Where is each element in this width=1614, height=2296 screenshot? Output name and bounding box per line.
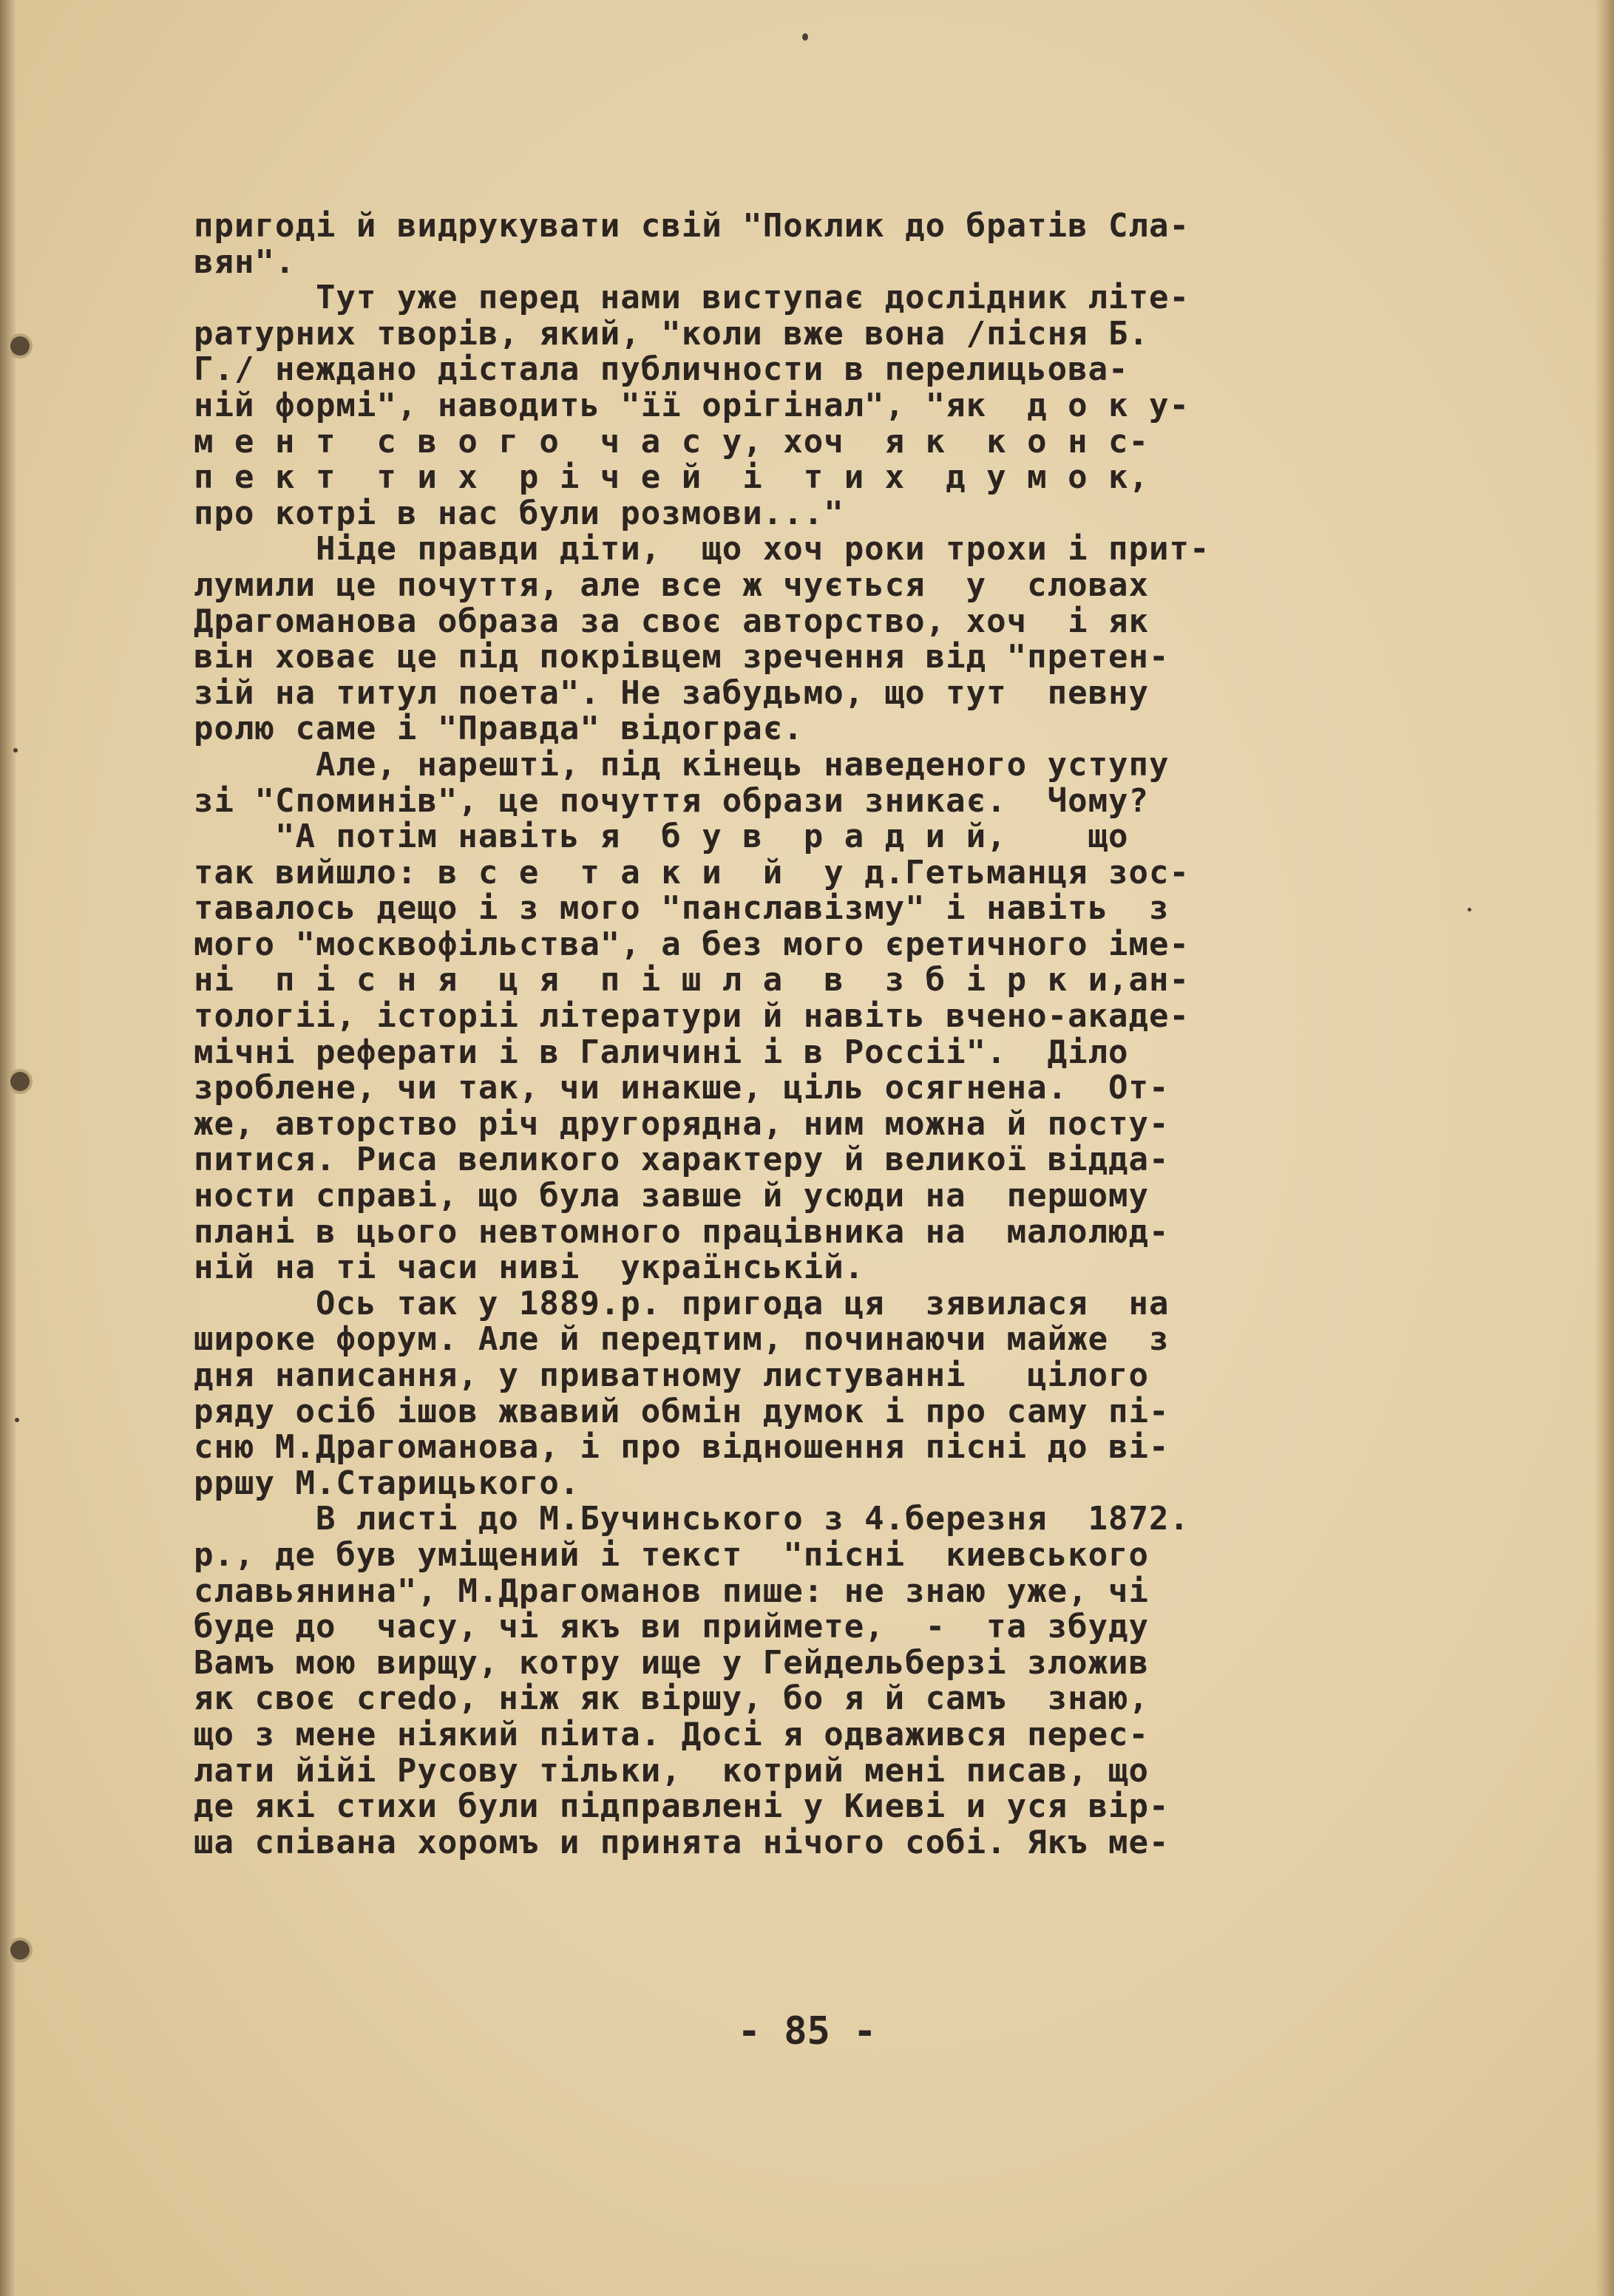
text-line: же, авторство річ другорядна, ним можна й посту- [194, 1104, 1170, 1143]
text-line: дня написання, у приватному листуванні цілого [194, 1356, 1150, 1394]
page-right-edge [1595, 0, 1614, 2296]
text-line: що з мене ніякий піита. Досі я одважився перес- [194, 1715, 1150, 1753]
binding-hole-icon [10, 1072, 30, 1091]
text-line: ряду осіб ішов жвавий обмін думок і про саму пі- [194, 1392, 1170, 1430]
binding-hole-icon [10, 336, 30, 356]
text-line: зі "Споминів", це почуття образи зникає. Чому? [194, 781, 1150, 820]
ink-speck [1468, 908, 1471, 911]
text-line: сню М.Драгоманова, і про відношення пісні до ві- [194, 1428, 1170, 1467]
text-line: вян". [194, 242, 296, 281]
ink-speck [15, 1418, 19, 1422]
text-line: зій на титул поета". Не забудьмо, що тут певну [194, 673, 1150, 712]
text-line: про котрі в нас були розмови..." [194, 494, 844, 532]
text-line: Ось так у 1889.р. пригода ця зявилася на [194, 1284, 1170, 1322]
text-line: Вамъ мою вирщу, котру ище у Гейдельберзі зложив [194, 1643, 1150, 1682]
text-line: так вийшло: в с е т а к и й у д.Гетьманця зос- [194, 853, 1190, 891]
text-line: п е к т т и х р і ч е й і т и х д у м о к, [194, 458, 1150, 497]
body-text [194, 208, 1391, 1861]
ink-speck [13, 748, 18, 753]
text-line: "А потім навіть я б у в р а д и й, що [194, 818, 1129, 856]
text-line: лумили це почуття, але все ж чується у словах [194, 565, 1150, 604]
text-line: ній на ті часи ниві українській. [194, 1249, 865, 1287]
text-line: буде до часу, чі якъ ви приймете, - та збуду [194, 1608, 1150, 1646]
text-line: мічні реферати і в Галичині і в Россіі". Діло [194, 1033, 1129, 1071]
text-line: м е н т с в о г о ч а с у, хоч я к к о н с- [194, 422, 1150, 461]
text-line: Тут уже перед нами виступає дослідник літе- [194, 279, 1190, 317]
ink-speck [802, 33, 808, 41]
text-line: Г./ неждано дістала публичности в перелицьова- [194, 350, 1129, 389]
text-line: як своє credo, ніж як віршу, бо я й самъ знаю, [194, 1679, 1150, 1718]
text-line: зроблене, чи так, чи инакше, ціль осягнена. От- [194, 1069, 1170, 1107]
page-number: - 85 - [737, 2009, 877, 2054]
text-line: тавалось дещо і з мого "панславізму" і навіть з [194, 889, 1170, 928]
text-line: широке форум. Але й передтим, починаючи майже з [194, 1320, 1170, 1359]
text-line: В листі до М.Бучинського з 4.березня 1872. [194, 1500, 1190, 1538]
text-line: де які стихи були підправлені у Киеві и уся вір- [194, 1787, 1170, 1826]
binding-hole-icon [10, 1940, 30, 1960]
text-line: ратурних творів, який, "коли вже вона /пісня Б. [194, 314, 1150, 353]
text-line: плані в цього невтомного працівника на малолюд- [194, 1212, 1170, 1251]
text-line: питися. Риса великого характеру й великої відда- [194, 1141, 1170, 1179]
text-line: р., де був уміщений і текст "пісні киевського [194, 1535, 1150, 1574]
text-line: тологіі, історіі літератури й навіть вчено-акаде- [194, 997, 1190, 1036]
text-line: Ніде правди діти, що хоч роки трохи і прит- [194, 530, 1210, 568]
text-line: пригоді й видрукувати свій "Поклик до братів Сла- [194, 207, 1190, 245]
text-line: рршу М.Старицького. [194, 1464, 580, 1502]
text-line: ролю саме і "Правда" відограє. [194, 710, 804, 748]
text-line: Але, нарешті, під кінець наведеного уступу [194, 745, 1170, 784]
text-line: славьянина", М.Драгоманов пише: не знаю уже, чі [194, 1572, 1150, 1610]
text-line: ній формі", наводить "її орігінал", "як д о к у- [194, 386, 1190, 424]
text-line: він ховає це під покрівцем зречення від "претен- [194, 638, 1170, 676]
text-line: лати йійі Русову тільки, котрий мені писав, що [194, 1751, 1150, 1790]
text-line: ности справі, що була завше й усюди на першому [194, 1177, 1150, 1215]
text-line: мого "москвофільства", а без мого єретичного іме- [194, 925, 1190, 963]
text-line: ша співана хоромъ и принята нічого собі. Якъ ме- [194, 1823, 1170, 1861]
text-line: ні п і с н я ц я п і ш л а в з б і р к и,ан- [194, 961, 1190, 999]
text-line: Драгоманова образа за своє авторство, хоч і як [194, 602, 1150, 640]
